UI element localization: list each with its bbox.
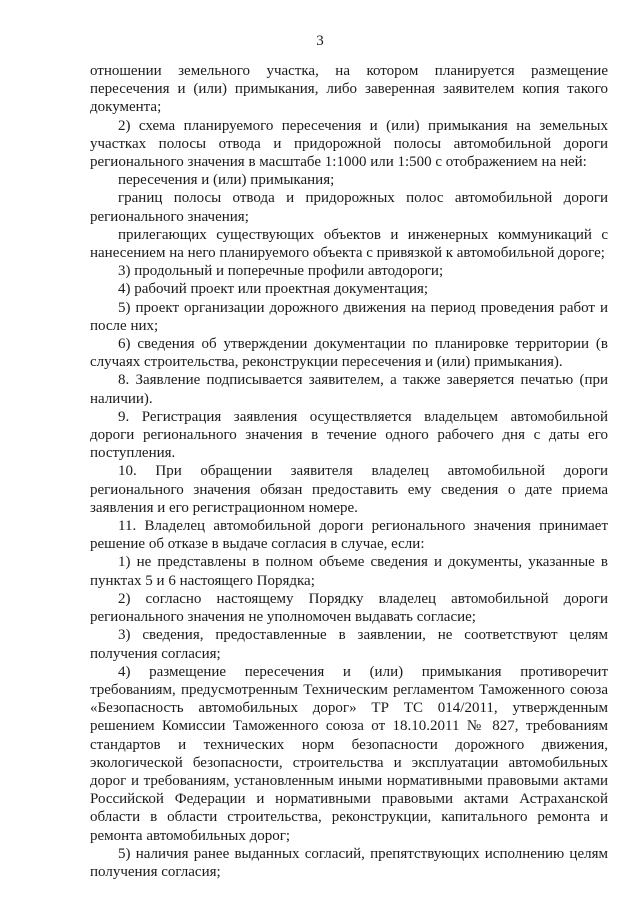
paragraph-item-4: 4) рабочий проект или проектная документация;: [118, 281, 429, 298]
paragraph-refusal-1: 1) не представлены в полном объеме сведения и документы, указанные в пунктах 5 и 6 настоящего Порядка;: [90, 554, 608, 589]
paragraph-subitem-adjacent-objects: прилегающих существующих объектов и инженерных коммуникаций с нанесением на него планируемого объекта с привязкой к автомобильной дороге;: [90, 226, 608, 262]
paragraph-item-3: 3) продольный и поперечные профили автодороги;: [118, 263, 444, 280]
paragraph-subitem-intersections: пересечения и (или) примыкания;: [118, 172, 335, 189]
paragraph-refusal-5: 5) наличия ранее выданных согласий, препятствующих исполнению целям получения согласия;: [90, 845, 608, 880]
paragraph-refusal-2: 2) согласно настоящему Порядку владелец автомобильной дороги регионального значения не уполномочен выдавать согласие;: [90, 590, 608, 626]
paragraph-clause-10: 10. При обращении заявителя владелец автомобильной дороги регионального значения обязан предоставить ему сведения о дате приема заявления и его регистрационном номере.: [90, 463, 608, 516]
paragraph-continuation: отношении земельного участка, на котором планируется размещение пересечения и (или) примыкания, либо заверенная заявителем копия такого документа;: [90, 63, 608, 116]
document-body: [90, 62, 608, 881]
paragraph-clause-11: 11. Владелец автомобильной дороги регионального значения принимает решение об отказе в выдаче согласия в случае, если:: [90, 518, 608, 553]
paragraph-item-2: 2) схема планируемого пересечения и (или) примыкания на земельных участках полосы отвода и придорожной полосы автомобильной дороги регионального значения в масштабе 1:1000 или 1:500 с отображением на ней:: [90, 117, 608, 171]
paragraph-clause-8: 8. Заявление подписывается заявителем, а также заверяется печатью (при наличии).: [90, 372, 608, 407]
paragraph-item-6: 6) сведения об утверждении документации по планировке территории (в случаях строительства, реконструкции пересечения и (или) примыкания).: [90, 336, 608, 371]
paragraph-subitem-boundaries: границ полосы отвода и придорожных полос автомобильной дороги регионального значения;: [90, 190, 608, 225]
paragraph-clause-9: 9. Регистрация заявления осуществляется владельцем автомобильной дороги регионального значения в течение одного рабочего дня с даты его поступления.: [90, 408, 608, 462]
paragraph-item-5: 5) проект организации дорожного движения на период проведения работ и после них;: [90, 299, 608, 334]
page-number: 3: [316, 33, 324, 49]
paragraph-refusal-3: 3) сведения, предоставленные в заявлении, не соответствуют целям получения согласия;: [90, 627, 608, 662]
paragraph-refusal-4: 4) размещение пересечения и (или) примыкания противоречит требованиям, предусмотренным Техническим регламентом Таможенного союза «Безопасность автомобильных дорог» ТР ТС 014/2011, утвержденным решением Комиссии Таможенного союза от 18.10.2011 № 827, требованиям стандартов и технических норм безопасности дорожного движения, экологической безопасности, строительства и эксплуатации автомобильных дорог и требованиям, установленным иными нормативными правовыми актами Российской Федерации и нормативными правовыми актами Астраханской области в области строительства, реконструкции, капитального ремонта и ремонта автомобильных дорог;: [90, 663, 608, 844]
